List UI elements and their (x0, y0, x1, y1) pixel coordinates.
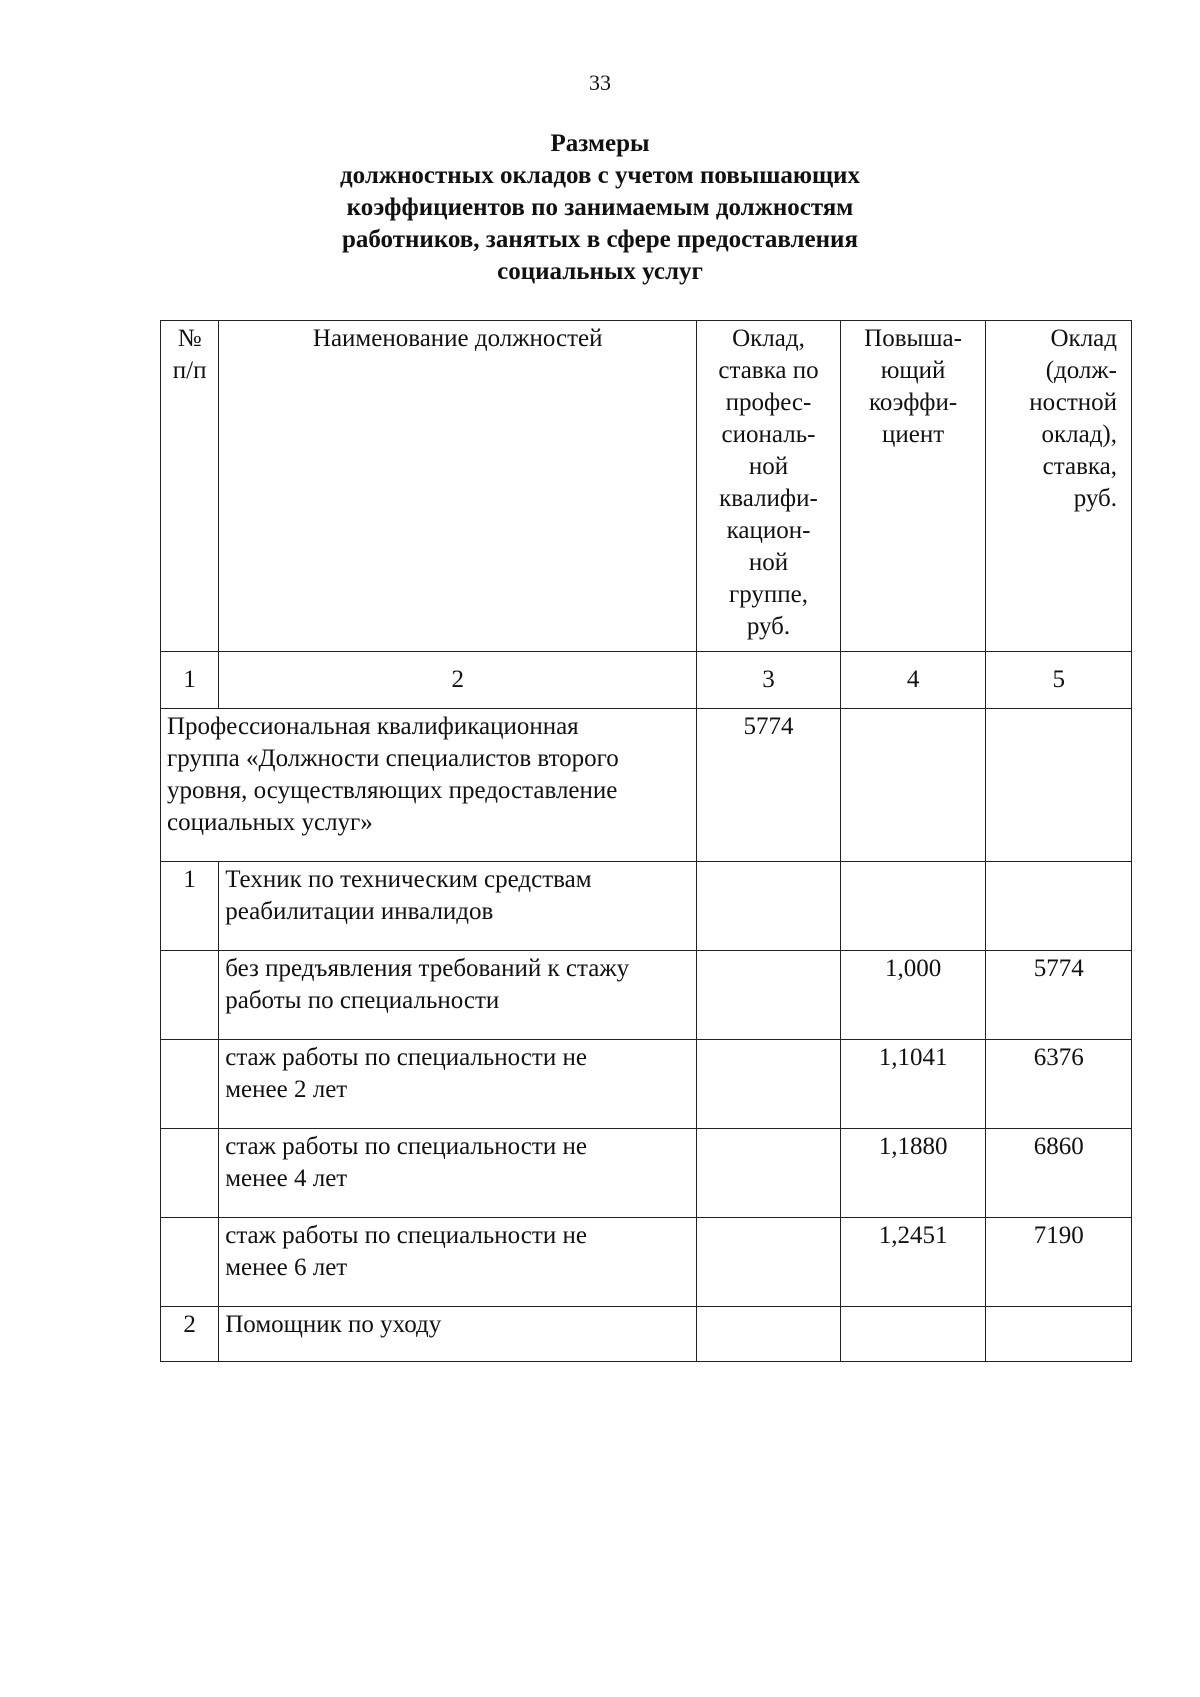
title-line: работников, занятых в сфере предоставления (341, 226, 858, 253)
experience-row (161, 1129, 1132, 1218)
title-line: должностных окладов с учетом повышающих (340, 162, 860, 189)
experience-row (161, 951, 1132, 1040)
header-base-salary (697, 321, 841, 652)
text-line: циент (881, 421, 945, 448)
header-number (161, 321, 219, 652)
empty-cell (840, 1307, 986, 1362)
column-number: 5 (986, 652, 1132, 709)
header-coefficient (840, 321, 986, 652)
empty-cell (161, 1040, 219, 1129)
text-line: профес- (725, 389, 812, 416)
text-line: группе, (728, 581, 808, 608)
text-line: № (177, 325, 202, 352)
text-line: Оклад, (732, 325, 805, 352)
empty-cell (986, 862, 1132, 951)
empty-cell (161, 951, 219, 1040)
column-number: 3 (697, 652, 841, 709)
group-name (161, 709, 697, 862)
text-line: ставка по (718, 357, 819, 384)
text-line: руб. (1073, 485, 1117, 512)
text-line: Повыша- (864, 325, 962, 352)
text-line: коэффи- (868, 389, 958, 416)
text-line: стаж работы по специальности не (225, 1044, 587, 1071)
experience-condition (219, 1129, 697, 1218)
text-line: (долж- (1045, 357, 1117, 384)
salary-value: 6376 (986, 1040, 1132, 1129)
empty-cell (840, 709, 986, 862)
text-line: оклад), (1041, 421, 1117, 448)
text-line: руб. (746, 613, 791, 640)
text-line: уровня, осуществляющих предоставление (167, 777, 618, 804)
salary-value: 5774 (986, 951, 1132, 1040)
position-number: 1 (161, 862, 219, 951)
header-final-salary (986, 321, 1132, 652)
text-line: Оклад (1050, 325, 1117, 352)
text-line: Помощник по уходу (225, 1311, 442, 1338)
text-line: ставка, (1042, 453, 1117, 480)
text-line: менее 4 лет (225, 1165, 348, 1192)
text-line: менее 6 лет (225, 1254, 348, 1281)
coefficient-value: 1,000 (840, 951, 986, 1040)
salary-table (160, 651, 1132, 1362)
experience-condition (219, 1218, 697, 1307)
empty-cell (697, 951, 841, 1040)
position-row (161, 1307, 1132, 1362)
empty-cell (986, 709, 1132, 862)
text-line: стаж работы по специальности не (225, 1133, 587, 1160)
experience-condition (219, 951, 697, 1040)
experience-row (161, 1218, 1132, 1307)
document-title (0, 128, 1200, 288)
empty-cell (986, 1307, 1132, 1362)
empty-cell (697, 1040, 841, 1129)
text-line: социальных услуг» (167, 809, 373, 836)
empty-cell (161, 1218, 219, 1307)
group-salary: 5774 (697, 709, 841, 862)
text-line: кацион- (726, 517, 811, 544)
text-line: без предъявления требований к стажу (225, 955, 630, 982)
text-line: п/п (172, 357, 207, 384)
column-number: 4 (840, 652, 986, 709)
empty-cell (697, 1129, 841, 1218)
empty-cell (697, 862, 841, 951)
column-number-row (161, 652, 1132, 709)
position-name (219, 862, 697, 951)
empty-cell (161, 1129, 219, 1218)
title-line: Размеры (550, 130, 650, 157)
text-line: квалифи- (719, 485, 818, 512)
salary-value: 7190 (986, 1218, 1132, 1307)
text-line: ющий (880, 357, 946, 384)
header-position-name: Наименование должностей (219, 321, 697, 652)
table-header (160, 320, 1132, 652)
salary-value: 6860 (986, 1129, 1132, 1218)
coefficient-value: 1,2451 (840, 1218, 986, 1307)
empty-cell (697, 1218, 841, 1307)
text-line: группа «Должности специалистов второго (167, 745, 619, 772)
experience-condition (219, 1040, 697, 1129)
text-line: сиональ- (721, 421, 816, 448)
coefficient-value: 1,1041 (840, 1040, 986, 1129)
group-row (161, 709, 1132, 862)
empty-cell (697, 1307, 841, 1362)
position-number: 2 (161, 1307, 219, 1362)
text-line: реабилитации инвалидов (225, 898, 494, 925)
page-number: 33 (589, 70, 611, 95)
position-row (161, 862, 1132, 951)
text-line: Техник по техническим средствам (225, 866, 592, 893)
text-line: ной (748, 453, 789, 480)
column-number: 2 (219, 652, 697, 709)
title-line: социальных услуг (497, 258, 703, 285)
column-number: 1 (161, 652, 219, 709)
text-line: стаж работы по специальности не (225, 1222, 587, 1249)
text-line: менее 2 лет (225, 1076, 348, 1103)
coefficient-value: 1,1880 (840, 1129, 986, 1218)
text-line: работы по специальности (225, 987, 500, 1014)
text-line: Профессиональная квалификационная (167, 713, 579, 740)
position-name (219, 1307, 697, 1362)
text-line: ной (748, 549, 789, 576)
text-line: ностной (1029, 389, 1117, 416)
empty-cell (840, 862, 986, 951)
title-line: коэффициентов по занимаемым должностям (346, 194, 854, 221)
experience-row (161, 1040, 1132, 1129)
